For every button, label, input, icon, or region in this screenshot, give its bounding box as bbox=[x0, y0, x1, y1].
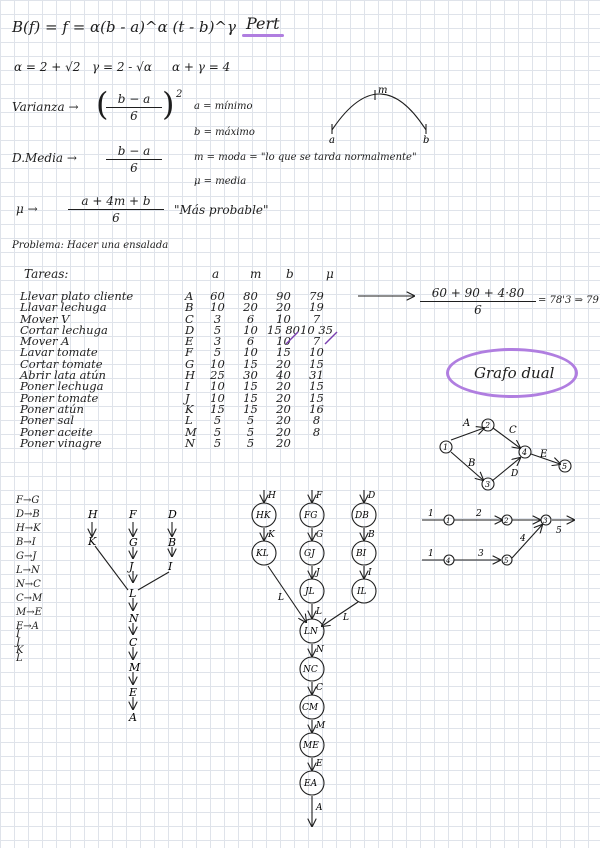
dual-edge-label-e: E bbox=[540, 449, 548, 460]
dual-edge-b bbox=[451, 452, 483, 480]
task-a: 5 bbox=[213, 413, 222, 428]
task-code: H bbox=[185, 368, 196, 383]
task-code: A bbox=[185, 289, 194, 303]
stddev-denominator: 6 bbox=[130, 161, 138, 175]
task-mu: 7 bbox=[312, 311, 321, 326]
tasks-header: Tareas: bbox=[24, 267, 69, 281]
task-mu: 8 bbox=[312, 413, 321, 428]
tree-letter-l: L bbox=[129, 587, 137, 600]
precedence-item: E→A bbox=[16, 621, 39, 632]
dual-node-label-3: 3 bbox=[485, 480, 491, 489]
big-edge-label-l2: L bbox=[316, 607, 322, 617]
task-mu: 15 bbox=[309, 390, 324, 405]
big-node-label-me: ME bbox=[303, 741, 319, 751]
big-node-label-kl: KL bbox=[256, 549, 269, 559]
task-m: 10 bbox=[243, 322, 258, 337]
task-b: 20 bbox=[276, 300, 291, 315]
sum-line: α + γ = 4 bbox=[172, 60, 231, 74]
dual-edge-label-d: D bbox=[511, 469, 519, 479]
task-b: 90 bbox=[276, 289, 291, 303]
task-m: 15 bbox=[243, 356, 258, 371]
correction-stroke-b bbox=[286, 332, 298, 344]
big-node-label-cm: CM bbox=[302, 703, 319, 713]
big-edge-label-k: K bbox=[268, 530, 275, 540]
big-edge-label-a: A bbox=[316, 803, 323, 813]
example-numerator: 60 + 90 + 4·80 bbox=[420, 286, 536, 302]
task-a: 10 bbox=[210, 356, 225, 371]
precedence-item: B→I bbox=[16, 537, 36, 548]
correction-stroke-mu bbox=[325, 332, 337, 344]
task-a: 10 bbox=[210, 390, 225, 405]
small-node-label-3: 3 bbox=[543, 517, 548, 525]
task-name: Poner tomate bbox=[20, 390, 99, 405]
task-code: L bbox=[185, 413, 193, 428]
big-node-label-nc: NC bbox=[303, 665, 318, 675]
big-edge-label-l3: L bbox=[343, 613, 349, 623]
tree-letter-e: E bbox=[129, 686, 138, 699]
task-b: 15 80 bbox=[267, 322, 300, 337]
col-header-b: b bbox=[286, 267, 294, 281]
pert-arc bbox=[332, 94, 426, 130]
task-m: 5 bbox=[246, 435, 255, 450]
big-edge-label-c: C bbox=[316, 683, 323, 693]
col-header-a: a bbox=[212, 267, 220, 281]
task-code: C bbox=[185, 311, 194, 326]
task-m: 5 bbox=[246, 424, 255, 439]
task-mu: 19 bbox=[309, 300, 324, 315]
variance-numerator: b − a bbox=[106, 92, 162, 108]
task-b: 15 bbox=[276, 345, 291, 360]
tree-letter-k: K bbox=[88, 535, 97, 548]
task-code: K bbox=[185, 401, 194, 416]
def-m: m = moda = "lo que se tarda normalmente" bbox=[194, 152, 417, 163]
task-mu: 7 bbox=[312, 334, 321, 349]
precedence-item: H→K bbox=[16, 523, 41, 534]
task-mu: 15 bbox=[309, 379, 324, 394]
precedence-item: I bbox=[16, 629, 20, 640]
big-in-label-d: D bbox=[368, 491, 376, 501]
task-name: Poner vinagre bbox=[20, 435, 102, 450]
task-m: 15 bbox=[243, 401, 258, 416]
big-edge-label-n: N bbox=[316, 645, 324, 655]
big-edge-label-e: E bbox=[316, 759, 323, 769]
task-a: 10 bbox=[210, 379, 225, 394]
task-mu: 79 bbox=[309, 289, 324, 303]
graph-label: Grafo dual bbox=[474, 364, 555, 382]
task-name: Lavar tomate bbox=[20, 345, 98, 360]
task-name: Poner atún bbox=[20, 401, 84, 416]
tree-letter-b: B bbox=[168, 536, 177, 549]
task-code: I bbox=[185, 379, 190, 394]
big-node-label-jl: JL bbox=[305, 587, 315, 597]
task-b: 20 bbox=[276, 401, 291, 416]
big-node-label-il: IL bbox=[357, 587, 367, 597]
stddev-numerator: b − a bbox=[106, 144, 162, 160]
task-m: 10 bbox=[243, 345, 258, 360]
task-m: 5 bbox=[246, 413, 255, 428]
task-a: 10 bbox=[210, 300, 225, 315]
task-a: 3 bbox=[213, 334, 222, 349]
problem-statement: Problema: Hacer una ensalada bbox=[12, 240, 169, 251]
task-code: D bbox=[185, 322, 195, 337]
variance-close-paren: ) bbox=[162, 85, 175, 123]
big-node-label-bi: BI bbox=[356, 549, 367, 559]
task-m: 15 bbox=[243, 379, 258, 394]
tree-letter-g: G bbox=[129, 536, 138, 549]
col-header-mu: μ bbox=[326, 267, 334, 281]
task-a: 5 bbox=[213, 322, 222, 337]
tree-letter-a: A bbox=[129, 711, 137, 724]
col-header-m: m bbox=[250, 267, 262, 281]
small-edge-label-6: 1 bbox=[428, 549, 434, 559]
dual-node-label-5: 5 bbox=[562, 462, 568, 471]
task-mu: 31 bbox=[309, 368, 324, 383]
small-edge-label-2: 2 bbox=[476, 509, 482, 519]
task-code: N bbox=[185, 435, 196, 450]
tree-top-f: F bbox=[129, 508, 137, 521]
task-m: 80 bbox=[243, 289, 258, 303]
task-code: J bbox=[185, 390, 190, 405]
small-edge-diag bbox=[512, 525, 542, 558]
task-b: 10 bbox=[276, 334, 291, 349]
example-result: = 78'3 ⇒ 79 bbox=[538, 295, 599, 306]
small-node-label-4: 4 bbox=[446, 557, 451, 565]
big-node-label-hk: HK bbox=[256, 511, 271, 521]
dual-edge-label-c: C bbox=[509, 425, 517, 436]
task-m: 6 bbox=[246, 334, 255, 349]
tree-top-d: D bbox=[168, 508, 177, 521]
big-edge-l3 bbox=[322, 602, 358, 626]
big-edge-label-g: G bbox=[316, 530, 324, 540]
gamma-line: γ = 2 - √α bbox=[92, 60, 152, 74]
tree-letter-n: N bbox=[129, 612, 139, 625]
task-name: Cortar tomate bbox=[20, 356, 103, 371]
task-code: G bbox=[185, 356, 195, 371]
big-node-label-ea: EA bbox=[304, 779, 318, 789]
small-edge-label-1: 1 bbox=[428, 509, 434, 519]
big-edge-label-j: J bbox=[316, 568, 320, 578]
task-code: E bbox=[185, 334, 194, 349]
stddev-label: D.Media → bbox=[12, 151, 77, 165]
task-name: Mover V bbox=[20, 311, 70, 326]
precedence-tree bbox=[87, 508, 177, 724]
dual-node-label-1: 1 bbox=[443, 443, 449, 452]
task-code: F bbox=[185, 345, 193, 360]
dual-graph bbox=[440, 418, 571, 490]
task-a: 5 bbox=[213, 424, 222, 439]
tree-letter-c: C bbox=[129, 636, 138, 649]
example-denominator: 6 bbox=[474, 303, 482, 317]
precedence-item: M→E bbox=[16, 607, 42, 618]
precedence-item: L bbox=[16, 653, 23, 664]
mean-label: μ → bbox=[16, 202, 38, 216]
task-a: 3 bbox=[213, 311, 222, 326]
small-graph bbox=[422, 509, 574, 565]
dual-node-label-4: 4 bbox=[522, 448, 528, 457]
task-a: 60 bbox=[210, 289, 225, 303]
task-name: Llavar lechuga bbox=[20, 300, 107, 315]
task-b: 40 bbox=[276, 368, 291, 383]
task-name: Abrir lata atún bbox=[20, 368, 106, 383]
big-edge-label-l1: L bbox=[278, 593, 284, 603]
task-b: 20 bbox=[276, 390, 291, 405]
task-name: Llevar plato cliente bbox=[20, 289, 134, 303]
task-b: 20 bbox=[276, 424, 291, 439]
task-name: Poner sal bbox=[20, 413, 74, 428]
big-graph bbox=[252, 490, 376, 826]
precedence-item: K bbox=[16, 645, 24, 656]
tree-top-h: H bbox=[88, 508, 98, 521]
tree-branch-i bbox=[138, 572, 169, 590]
task-a: 15 bbox=[210, 401, 225, 416]
task-code: M bbox=[185, 424, 197, 439]
precedence-item: G→J bbox=[16, 551, 37, 562]
tree-letter-m: M bbox=[129, 661, 141, 674]
precedence-item: J bbox=[16, 637, 21, 648]
task-name: Cortar lechuga bbox=[20, 322, 108, 337]
tree-branch-k bbox=[95, 546, 128, 590]
mean-denominator: 6 bbox=[112, 211, 120, 225]
mean-numerator: a + 4m + b bbox=[68, 194, 164, 210]
task-m: 30 bbox=[243, 368, 258, 383]
page-title: Pert bbox=[246, 14, 280, 33]
big-node-label-ln: LN bbox=[304, 627, 318, 637]
beta-formula: B(f) = f = α(b - a)^α (t - b)^γ bbox=[12, 18, 236, 36]
task-m: 20 bbox=[243, 300, 258, 315]
precedence-item: N→C bbox=[16, 579, 41, 590]
mean-note: "Más probable" bbox=[174, 203, 269, 217]
big-edge-label-b: B bbox=[368, 530, 375, 540]
small-node-label-2: 2 bbox=[504, 517, 509, 525]
dual-edge-label-a: A bbox=[463, 418, 471, 429]
big-edge-label-m: M bbox=[316, 721, 326, 731]
dual-edge-label-b: B bbox=[468, 458, 476, 469]
alpha-line: α = 2 + √2 bbox=[14, 60, 81, 74]
small-edge-label-3: 3 bbox=[478, 549, 484, 559]
variance-power: 2 bbox=[176, 89, 183, 100]
big-edge-label-i: I bbox=[368, 568, 372, 578]
tree-letter-j: J bbox=[129, 560, 134, 573]
task-m: 15 bbox=[243, 390, 258, 405]
task-b: 20 bbox=[276, 356, 291, 371]
variance-label: Varianza → bbox=[12, 100, 79, 114]
task-a: 5 bbox=[213, 435, 222, 450]
precedence-item: C→M bbox=[16, 593, 43, 604]
task-b: 10 bbox=[276, 311, 291, 326]
task-mu: 16 bbox=[309, 401, 324, 416]
def-b: b = máximo bbox=[194, 127, 255, 138]
task-mu: 15 bbox=[309, 356, 324, 371]
task-a: 25 bbox=[210, 368, 225, 383]
variance-open-paren: ( bbox=[96, 85, 109, 123]
task-mu: 10 bbox=[309, 345, 324, 360]
arc-label-b: b bbox=[423, 135, 430, 146]
task-mu: 10 35 bbox=[300, 322, 333, 337]
small-edge-label-5: 5 bbox=[556, 526, 562, 536]
dual-node-label-2: 2 bbox=[485, 421, 491, 430]
big-node-label-gj: GJ bbox=[304, 549, 315, 559]
precedence-item: F→G bbox=[16, 495, 40, 506]
precedence-item: L→N bbox=[16, 565, 40, 576]
tree-letter-i: I bbox=[168, 560, 173, 573]
task-a: 5 bbox=[213, 345, 222, 360]
task-mu: 8 bbox=[312, 424, 321, 439]
task-code: B bbox=[185, 300, 194, 315]
task-name: Poner aceite bbox=[20, 424, 93, 439]
small-edge-label-4: 4 bbox=[520, 534, 526, 544]
def-mu: μ = media bbox=[194, 176, 247, 187]
arc-label-a: a bbox=[329, 135, 335, 146]
task-b: 20 bbox=[276, 413, 291, 428]
def-a: a = mínimo bbox=[194, 101, 253, 112]
task-name: Poner lechuga bbox=[20, 379, 104, 394]
big-in-label-h: H bbox=[268, 491, 276, 501]
dual-edge-a bbox=[451, 428, 484, 440]
precedence-item: D→B bbox=[16, 509, 40, 520]
variance-denominator: 6 bbox=[130, 109, 138, 123]
task-name: Mover A bbox=[20, 334, 70, 349]
task-m: 6 bbox=[246, 311, 255, 326]
big-node-label-db: DB bbox=[355, 511, 369, 521]
small-node-label-1: 1 bbox=[446, 517, 451, 525]
big-in-label-f: F bbox=[316, 491, 323, 501]
big-node-label-fg: FG bbox=[304, 511, 318, 521]
task-b: 20 bbox=[276, 435, 291, 450]
arc-label-m: m bbox=[378, 85, 388, 96]
task-b: 20 bbox=[276, 379, 291, 394]
small-node-label-5: 5 bbox=[504, 557, 509, 565]
